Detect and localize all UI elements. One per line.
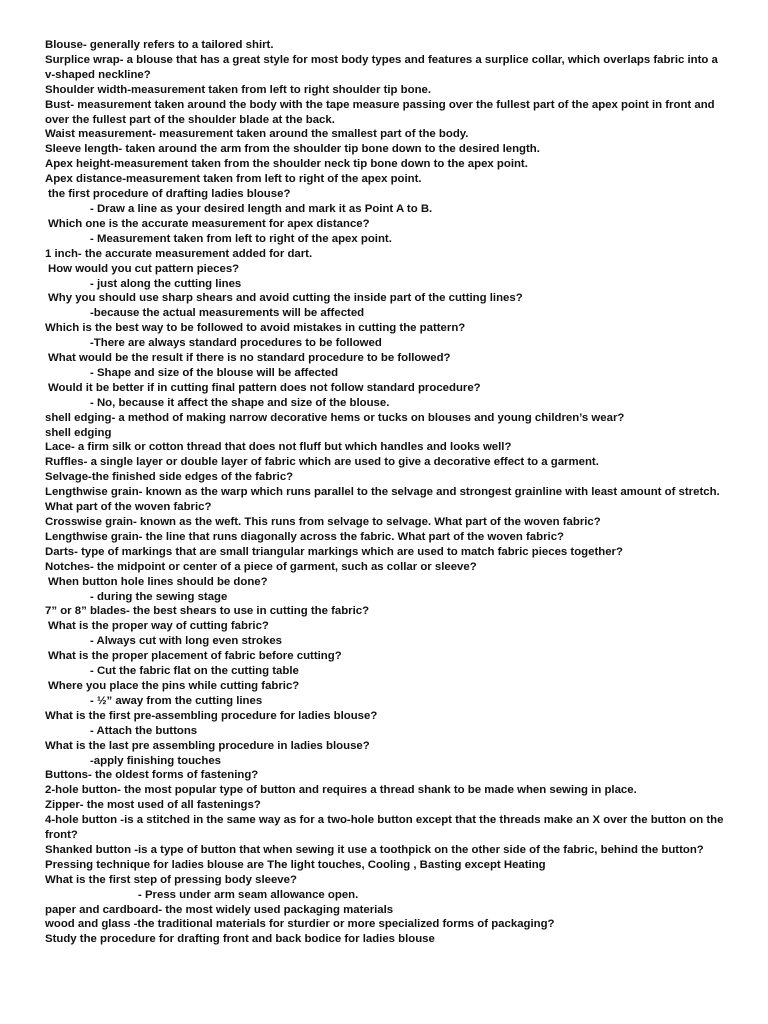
text-line: Lengthwise grain- the line that runs diagonally across the fabric. What part of the woven fabric? <box>45 530 564 543</box>
answer-line: - Attach the buttons <box>90 724 198 737</box>
text-line: Pressing technique for ladies blouse are The light touches, Cooling , Basting except Heating <box>45 858 546 871</box>
text-line: 7” or 8” blades- the best shears to use in cutting the fabric? <box>45 605 370 618</box>
text-line: Surplice wrap- a blouse that has a great style for most body types and features a surplice collar, which overlaps fabric into a v-shaped neckline? <box>45 53 718 81</box>
answer-line: - ½” away from the cutting lines <box>90 694 263 707</box>
text-line: Bust- measurement taken around the body with the tape measure passing over the fullest part of the apex point in front and over the fullest part of the shoulder blade at the back. <box>45 98 715 126</box>
text-line: Sleeve length- taken around the arm from the shoulder tip bone down to the desired length. <box>45 143 540 156</box>
text-line: Lace- a firm silk or cotton thread that does not fluff but which handles and looks well? <box>45 441 512 454</box>
answer-line: - just along the cutting lines <box>90 277 242 290</box>
text-line: shell edging- a method of making narrow decorative hems or tucks on blouses and young children’s wear? <box>45 411 625 424</box>
answer-line: - Press under arm seam allowance open. <box>138 888 359 901</box>
text-line: Shanked button -is a type of button that when sewing it use a toothpick on the other side of the fabric, behind the button? <box>45 843 704 856</box>
text-line: 4-hole button -is a stitched in the same way as for a two-hole button except that the threads make an X over the button on the front? <box>45 814 724 842</box>
text-line: Selvage-the finished side edges of the fabric? <box>45 471 294 484</box>
answer-line: - Always cut with long even strokes <box>90 635 282 648</box>
text-line: Apex height-measurement taken from the shoulder neck tip bone down to the apex point. <box>45 158 528 171</box>
answer-line: - No, because it affect the shape and size of the blouse. <box>90 396 390 409</box>
text-line: Lengthwise grain- known as the warp which runs parallel to the selvage and strongest grainline with least amount of stretch. What part of the woven fabric? <box>45 486 720 514</box>
answer-line: -because the actual measurements will be affected <box>90 307 365 320</box>
text-line: Crosswise grain- known as the weft. This runs from selvage to selvage. What part of the woven fabric? <box>45 516 601 528</box>
question-line: What is the last pre assembling procedure in ladies blouse? <box>45 739 370 752</box>
answer-line: -There are always standard procedures to be followed <box>90 337 382 350</box>
text-line: Darts- type of markings that are small triangular markings which are used to match fabric pieces together? <box>45 545 623 558</box>
question-line: Which one is the accurate measurement for apex distance? <box>48 217 370 230</box>
text-line: shell edging <box>45 426 112 439</box>
question-line: What is the first step of pressing body sleeve? <box>45 873 297 886</box>
answer-line: - Measurement taken from left to right of the apex point. <box>90 232 392 245</box>
text-line: wood and glass -the traditional materials for sturdier or more specialized forms of packaging? <box>45 918 555 931</box>
answer-line: -apply finishing touches <box>90 754 221 767</box>
answer-line: - Shape and size of the blouse will be affected <box>90 366 339 379</box>
question-line: What is the proper placement of fabric before cutting? <box>48 650 342 663</box>
text-line: Study the procedure for drafting front and back bodice for ladies blouse <box>45 933 435 946</box>
question-line: How would you cut pattern pieces? <box>48 262 240 275</box>
text-line: Zipper- the most used of all fastenings? <box>45 799 261 812</box>
answer-line: - Draw a line as your desired length and mark it as Point A to B. <box>90 202 433 215</box>
question-line: Why you should use sharp shears and avoid cutting the inside part of the cutting lines? <box>48 292 523 305</box>
text-line: Blouse- generally refers to a tailored shirt. <box>45 39 274 51</box>
text-line: Apex distance-measurement taken from left to right of the apex point. <box>45 173 422 186</box>
text-line: Notches- the midpoint or center of a piece of garment, such as collar or sleeve? <box>45 560 477 573</box>
text-line: Waist measurement- measurement taken around the smallest part of the body. <box>45 128 469 141</box>
question-line: What would be the result if there is no standard procedure to be followed? <box>48 352 451 365</box>
text-line: Ruffles- a single layer or double layer of fabric which are used to give a decorative effect to a garment. <box>45 456 599 469</box>
question-line: Would it be better if in cutting final pattern does not follow standard procedure? <box>48 381 481 394</box>
text-line: 1 inch- the accurate measurement added for dart. <box>45 247 313 260</box>
answer-line: - during the sewing stage <box>90 590 228 603</box>
question-line: Which is the best way to be followed to avoid mistakes in cutting the pattern? <box>45 322 466 335</box>
question-line: Where you place the pins while cutting fabric? <box>48 679 300 692</box>
text-line: Buttons- the oldest forms of fastening? <box>45 769 259 782</box>
question-line: What is the first pre-assembling procedure for ladies blouse? <box>45 709 378 722</box>
text-line: 2-hole button- the most popular type of button and requires a thread shank to be made when sewing in place. <box>45 784 637 797</box>
question-line: the first procedure of drafting ladies blouse? <box>48 188 291 201</box>
question-line: What is the proper way of cutting fabric? <box>48 620 269 633</box>
text-line: paper and cardboard- the most widely used packaging materials <box>45 903 394 916</box>
question-line: When button hole lines should be done? <box>48 575 268 588</box>
text-line: Shoulder width-measurement taken from left to right shoulder tip bone. <box>45 83 432 96</box>
answer-line: - Cut the fabric flat on the cutting table <box>90 665 299 678</box>
